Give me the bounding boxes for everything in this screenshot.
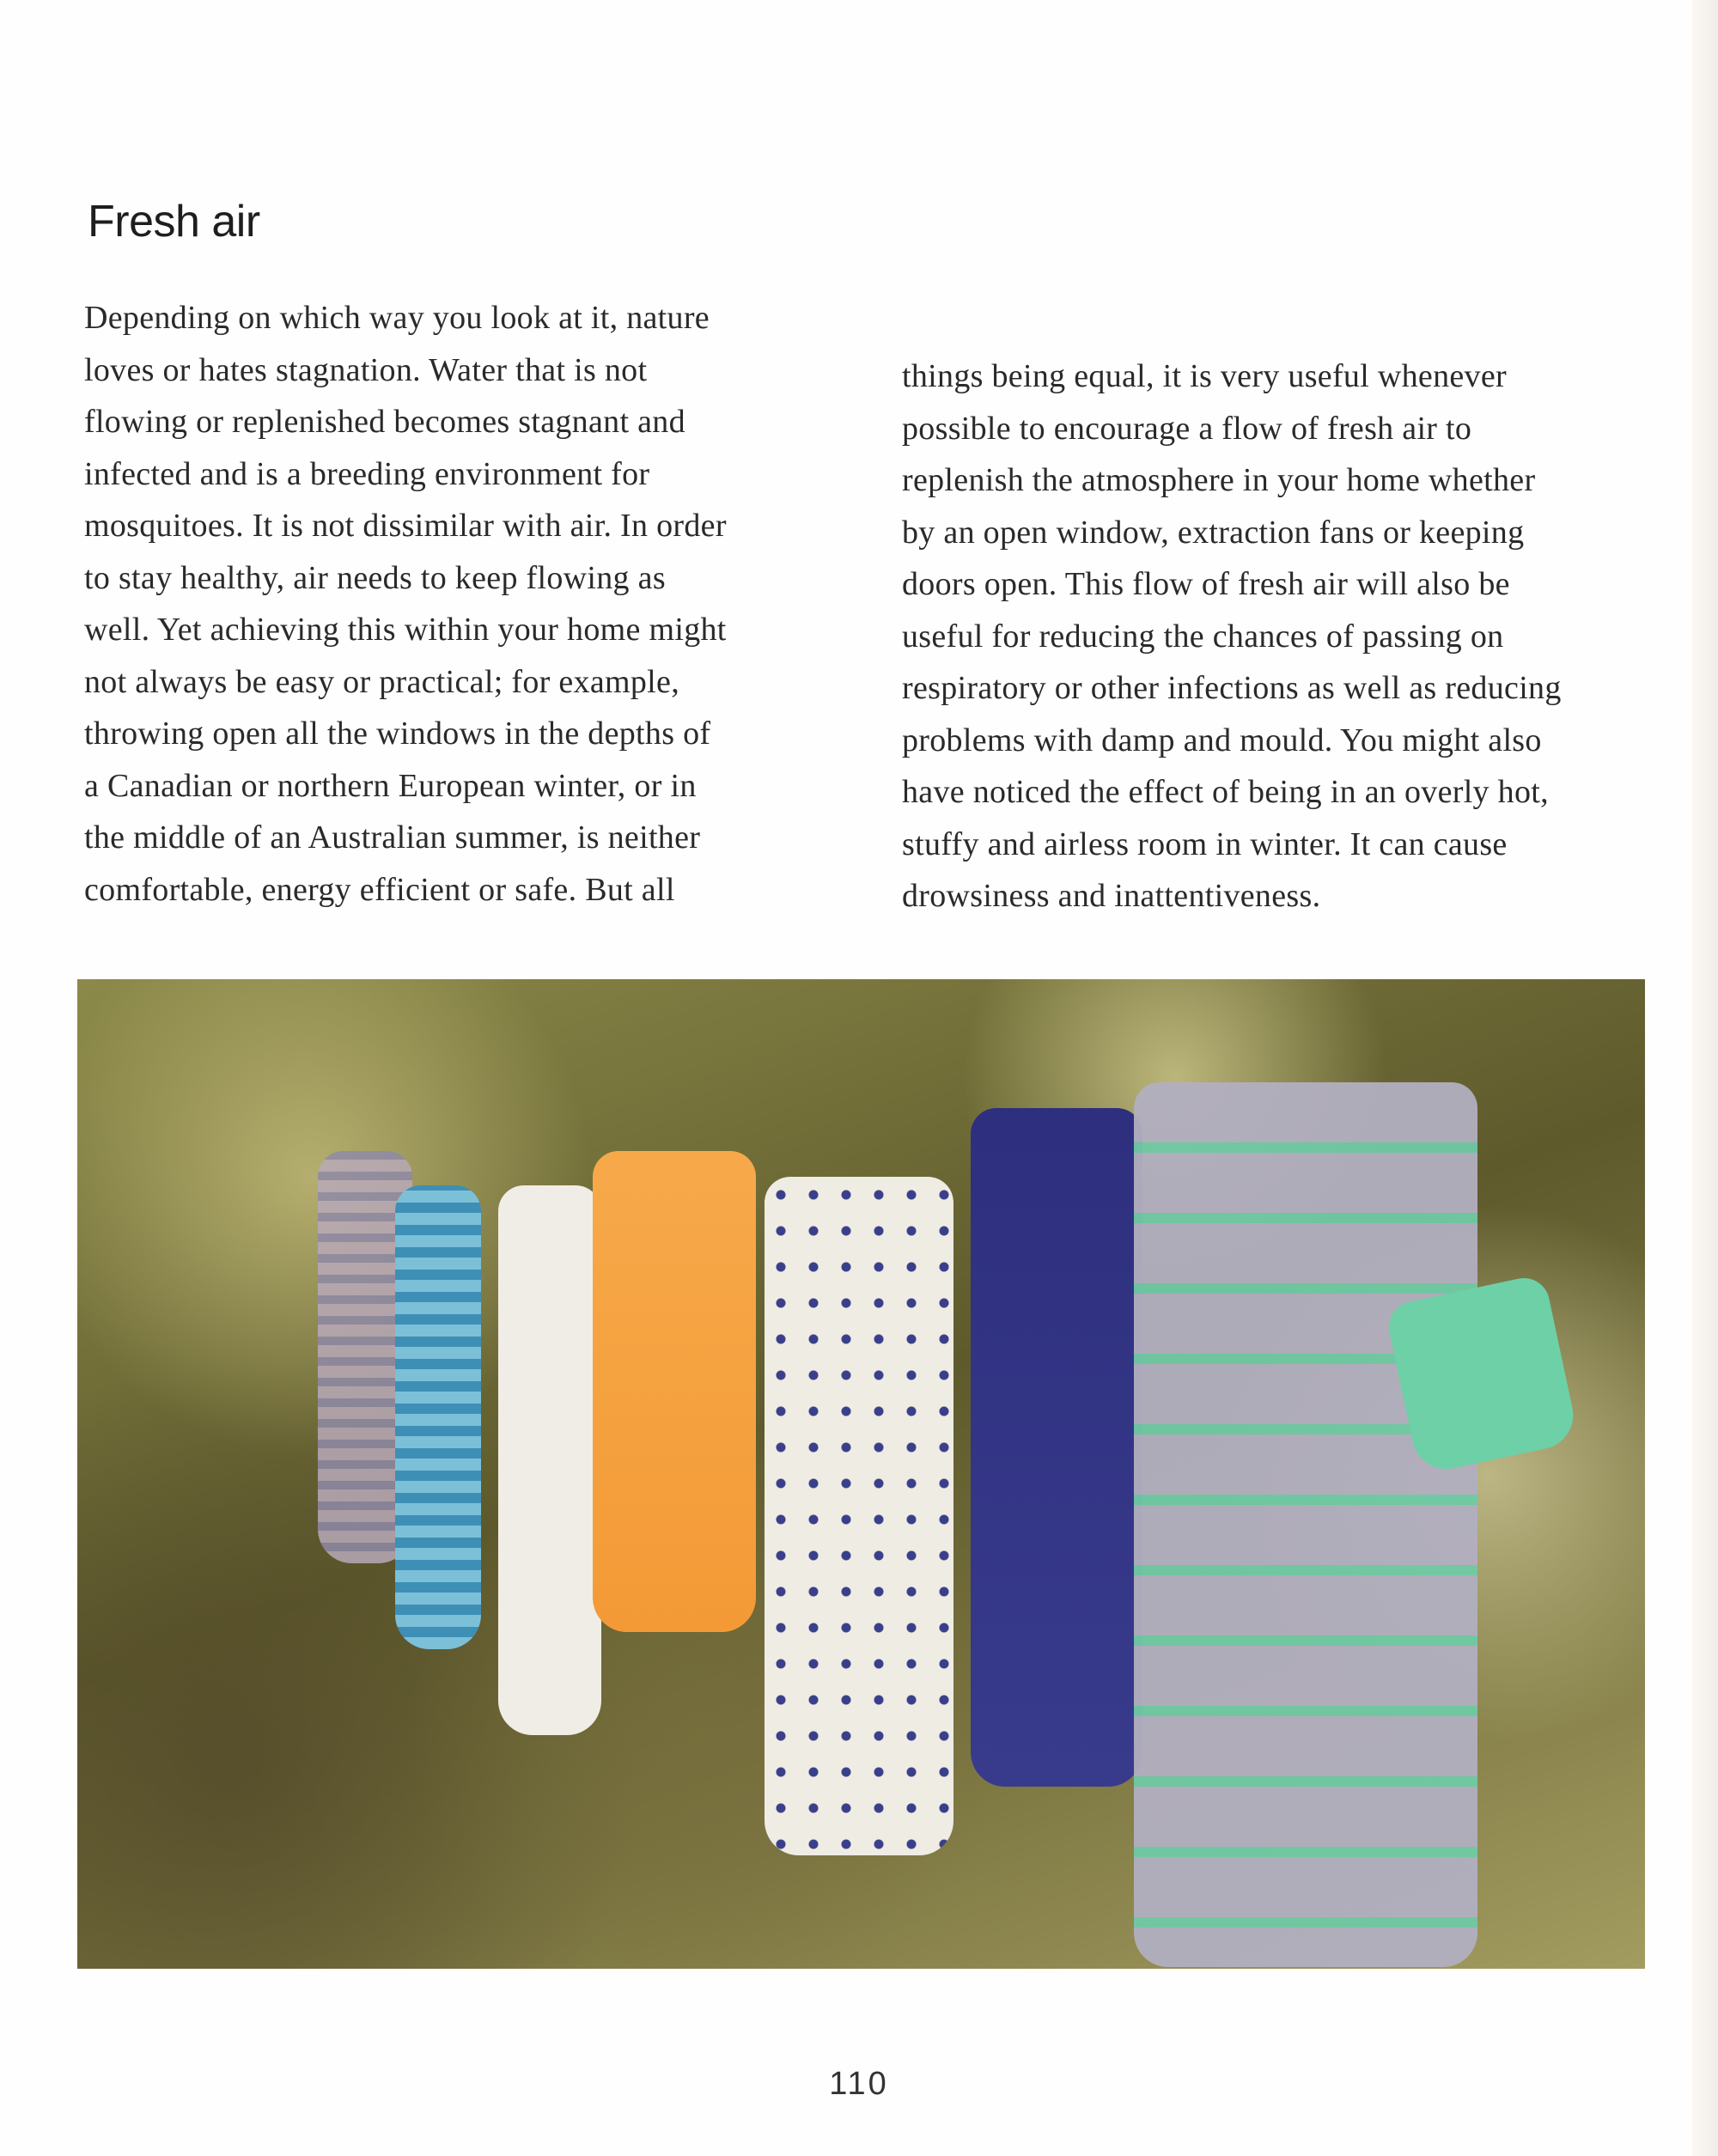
- text-line: replenish the atmosphere in your home whether: [902, 462, 1536, 498]
- text-line: stuffy and airless room in winter. It can cause: [902, 825, 1508, 862]
- clothing-grey-green-striped: [1134, 1082, 1477, 1967]
- text-line: loves or hates stagnation. Water that is not: [84, 351, 648, 388]
- text-line: things being equal, it is very useful whenever: [902, 358, 1507, 394]
- text-line: doors open. This flow of fresh air will also be: [902, 566, 1510, 602]
- clothing-white-patterned: [765, 1177, 953, 1855]
- text-line: infected and is a breeding environment for: [84, 455, 650, 492]
- text-line: to stay healthy, air needs to keep flowing as: [84, 559, 666, 596]
- text-line: useful for reducing the chances of passing on: [902, 618, 1504, 655]
- text-line: the middle of an Australian summer, is neither: [84, 819, 701, 856]
- text-line: mosquitoes. It is not dissimilar with air. In order: [84, 508, 727, 544]
- clothing-navy: [971, 1108, 1142, 1787]
- text-line: Depending on which way you look at it, nature: [84, 300, 710, 336]
- clothing-orange: [593, 1151, 756, 1632]
- text-line: not always be easy or practical; for example,: [84, 663, 679, 700]
- text-line: a Canadian or northern European winter, or in: [84, 767, 697, 804]
- clothing-blue-striped: [395, 1185, 481, 1649]
- text-line: problems with damp and mould. You might also: [902, 722, 1542, 758]
- page-edge-shadow: [1692, 0, 1718, 2156]
- page-number: 110: [829, 2066, 889, 2102]
- clothing-green-sleeve: [1384, 1273, 1579, 1475]
- clothesline-photo: [77, 979, 1645, 1969]
- text-line: possible to encourage a flow of fresh air to: [902, 410, 1472, 447]
- text-line: drowsiness and inattentiveness.: [902, 878, 1321, 914]
- clothing-white: [498, 1185, 601, 1735]
- text-line: flowing or replenished becomes stagnant and: [84, 404, 685, 440]
- text-line: have noticed the effect of being in an overly hot,: [902, 774, 1549, 810]
- text-line: respiratory or other infections as well as reducing: [902, 670, 1562, 706]
- text-line: throwing open all the windows in the depths of: [84, 716, 711, 752]
- left-text-column: [84, 292, 727, 916]
- text-line: comfortable, energy efficient or safe. But all: [84, 871, 675, 908]
- text-line: well. Yet achieving this within your home might: [84, 612, 727, 648]
- right-text-column: [902, 350, 1562, 923]
- text-line: by an open window, extraction fans or keeping: [902, 514, 1525, 551]
- section-heading: Fresh air: [88, 197, 260, 247]
